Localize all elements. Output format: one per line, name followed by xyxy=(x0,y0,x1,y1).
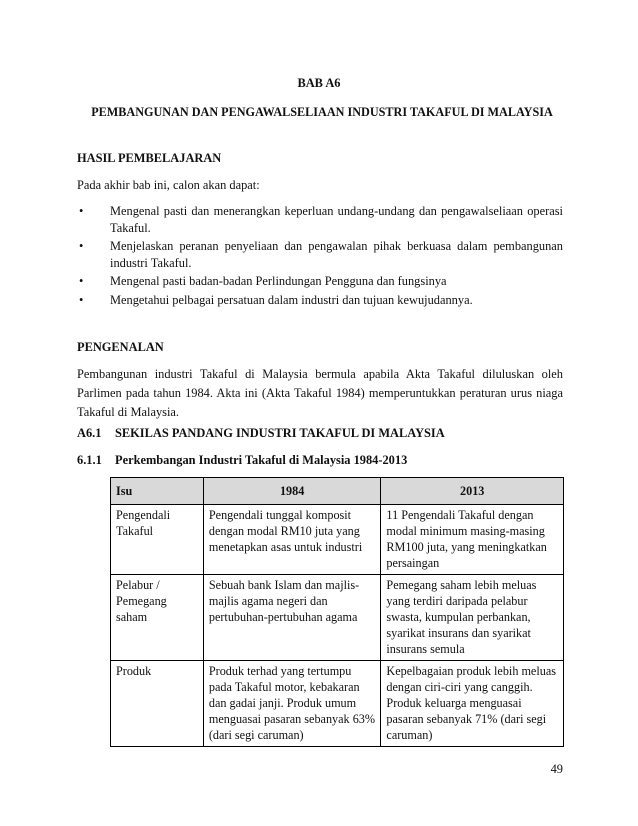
list-item: • Mengetahui pelbagai persatuan dalam industri dan tujuan kewujudannya. xyxy=(79,292,473,307)
column-header: 2013 xyxy=(381,478,564,505)
table-cell: Produk terhad yang tertumpu pada Takaful motor, kebakaran dan gadai janji. Produk umum menguasai pasaran sebanyak 63% (dari segi caruman) xyxy=(203,661,381,747)
table-header-row xyxy=(111,478,564,505)
page-number: 49 xyxy=(550,762,563,776)
bullet-icon: • xyxy=(79,239,84,253)
table-cell: Pengendali tunggal komposit dengan modal RM10 juta yang menetapkan asas untuk industri xyxy=(203,505,381,575)
development-table xyxy=(110,477,564,747)
column-header: Isu xyxy=(111,478,204,505)
subsection-number: 6.1.1 xyxy=(77,453,102,467)
outcomes-list xyxy=(77,203,563,310)
list-item: • Mengenal pasti dan menerangkan keperluan undang-undang dan pengawalseliaan operasi Takaful. xyxy=(79,204,563,235)
table-row xyxy=(111,505,564,575)
subsection-title: Perkembangan Industri Takaful di Malaysia 1984-2013 xyxy=(115,453,408,467)
column-header: 1984 xyxy=(203,478,381,505)
table-row xyxy=(111,575,564,661)
table-cell: Sebuah bank Islam dan majlis-majlis agama negeri dan pertubuhan-pertubuhan agama xyxy=(203,575,381,661)
section-number: A6.1 xyxy=(77,426,102,440)
table-row xyxy=(111,661,564,747)
page-title: PEMBANGUNAN DAN PENGAWALSELIAAN INDUSTRI TAKAFUL DI MALAYSIA xyxy=(91,105,553,119)
section-title: SEKILAS PANDANG INDUSTRI TAKAFUL DI MALAYSIA xyxy=(115,426,445,440)
table-cell: Pemegang saham lebih meluas yang terdiri daripada pelabur swasta, kumpulan perbankan, syarikat insurans dan syarikat insurans semula xyxy=(381,575,564,661)
table-cell: Kepelbagaian produk lebih meluas dengan ciri-ciri yang canggih. Produk keluarga menguasai pasaran sebanyak 71% (dari segi caruman) xyxy=(381,661,564,747)
table-cell: Pengendali Takaful xyxy=(111,505,204,575)
list-item: • Mengenal pasti badan-badan Perlindungan Pengguna dan fungsinya xyxy=(79,274,447,288)
bullet-icon: • xyxy=(79,292,84,307)
chapter-label: BAB A6 xyxy=(297,76,341,90)
intro-heading: PENGENALAN xyxy=(77,340,164,354)
intro-paragraph: Pembangunan industri Takaful di Malaysia bermula apabila Akta Takaful diluluskan oleh Parlimen pada tahun 1984. Akta ini (Akta Takaful 1984) memperuntukkan peraturan urus niaga Takaful di Malaysia. xyxy=(77,367,563,419)
outcomes-intro: Pada akhir bab ini, calon akan dapat: xyxy=(77,178,260,192)
table-cell: Pelabur / Pemegang saham xyxy=(111,575,204,661)
list-item: • Menjelaskan peranan penyeliaan dan pengawalan pihak berkuasa dalam pembangunan industri Takaful. xyxy=(79,239,563,270)
outcomes-heading: HASIL PEMBELAJARAN xyxy=(77,151,222,165)
bullet-icon: • xyxy=(79,274,84,288)
bullet-icon: • xyxy=(79,204,84,218)
table-cell: 11 Pengendali Takaful dengan modal minimum masing-masing RM100 juta, yang meningkatkan persaingan xyxy=(381,505,564,575)
table-cell: Produk xyxy=(111,661,204,747)
